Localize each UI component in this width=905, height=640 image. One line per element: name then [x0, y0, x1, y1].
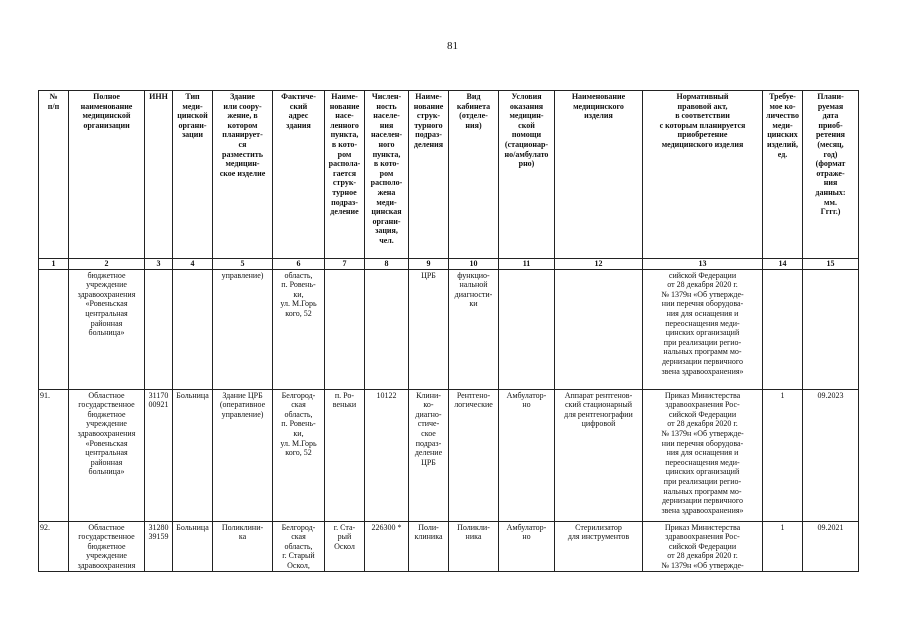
table-cell-col-1: 92. — [39, 521, 69, 571]
table-cell-col-3: 31170 00921 — [145, 389, 173, 521]
table-cell-col-13: Приказ Министерства здравоохранения Рос- сийской Федерации от 28 декабря 2020 г. № 1379н «Об утвержде- нии перечня оборудова- ния для оснащения и переоснащения меди- цинских организаций при реализации регио- нальных программ мо- дернизации первичного звена здравоохранения» — [643, 389, 763, 521]
column-number-5: 5 — [213, 259, 273, 270]
table-cell-col-12: Аппарат рентгенов- ский стационарный для рентгенографии цифровой — [555, 389, 643, 521]
column-number-4: 4 — [173, 259, 213, 270]
column-header-10: Вид кабинета (отделе- ния) — [449, 91, 499, 259]
column-header-8: Числен- ность населе- ния населен- ного пункта, в кото- ром располо- жена меди- цинская органи- зация, чел. — [365, 91, 409, 259]
table-cell-col-8: 10122 — [365, 389, 409, 521]
column-header-13: Нормативный правовой акт, в соответствии с которым планируется приобретение медицинского изделия — [643, 91, 763, 259]
table-cell-col-9: ЦРБ — [409, 269, 449, 389]
table-cell-col-9: Клини- ко- диагно- стиче- ское подраз- деление ЦРБ — [409, 389, 449, 521]
column-number-3: 3 — [145, 259, 173, 270]
table-cell-col-3 — [145, 269, 173, 389]
table-cell-col-10: Поликли- ника — [449, 521, 499, 571]
table-cell-col-2: Областное государственное бюджетное учреждение здравоохранения «Ровеньская центральная районная больница» — [69, 389, 145, 521]
table-cell-col-5: Поликлини- ка — [213, 521, 273, 571]
column-number-10: 10 — [449, 259, 499, 270]
equipment-table — [38, 90, 859, 572]
table-cell-col-15: 09.2023 — [803, 389, 859, 521]
column-header-12: Наименование медицинского изделия — [555, 91, 643, 259]
column-number-1: 1 — [39, 259, 69, 270]
column-number-9: 9 — [409, 259, 449, 270]
column-header-3: ИНН — [145, 91, 173, 259]
table-cell-col-13: Приказ Министерства здравоохранения Рос- сийской Федерации от 28 декабря 2020 г. № 1379н «Об утвержде- — [643, 521, 763, 571]
table-row — [39, 269, 859, 389]
table-cell-col-1 — [39, 269, 69, 389]
column-number-14: 14 — [763, 259, 803, 270]
table-cell-col-3: 31280 39159 — [145, 521, 173, 571]
column-number-12: 12 — [555, 259, 643, 270]
table-cell-col-9: Поли- клиника — [409, 521, 449, 571]
column-header-7: Наиме- нование насе- ленного пункта, в кото- ром располa- гается струк- турное подраз- деление — [325, 91, 365, 259]
table-cell-col-10: функцио- нальной диагности- ки — [449, 269, 499, 389]
table-cell-col-7: п. Ро- веньки — [325, 389, 365, 521]
table-cell-col-2: Областное государственное бюджетное учреждение здравоохранения — [69, 521, 145, 571]
table-cell-col-5: Здание ЦРБ (оперативное управление) — [213, 389, 273, 521]
table-row — [39, 389, 859, 521]
table-cell-col-8: 226300 * — [365, 521, 409, 571]
column-header-9: Наиме- нование струк- турного подраз- деления — [409, 91, 449, 259]
column-header-11: Условия оказания медицин- ской помощи (стационар- но/амбулато рно) — [499, 91, 555, 259]
header-row — [39, 91, 859, 259]
column-number-15: 15 — [803, 259, 859, 270]
table-cell-col-4: Больница — [173, 521, 213, 571]
table-cell-col-6: область, п. Ровень- ки, ул. М.Горь кого, 52 — [273, 269, 325, 389]
table-cell-col-5: управление) — [213, 269, 273, 389]
column-header-5: Здание или соору- жение, в котором планирует- ся разместить медицин- ское изделие — [213, 91, 273, 259]
column-number-2: 2 — [69, 259, 145, 270]
table-cell-col-12 — [555, 269, 643, 389]
table-cell-col-11: Амбулатор- но — [499, 521, 555, 571]
table-cell-col-1: 91. — [39, 389, 69, 521]
column-header-2: Полное наименование медицинской организации — [69, 91, 145, 259]
table-cell-col-13: сийской Федерации от 28 декабря 2020 г. № 1379н «Об утвержде- нии перечня оборудова- ния для оснащения и переоснащения меди- цинских организаций при реализации регио- нальных программ мо- дернизации первичного звена здравоохранения» — [643, 269, 763, 389]
table-cell-col-4 — [173, 269, 213, 389]
table-cell-col-6: Белгород- ская область, п. Ровень- ки, ул. М.Горь кого, 52 — [273, 389, 325, 521]
table-cell-col-6: Белгород- ская область, г. Старый Оскол, — [273, 521, 325, 571]
table-cell-col-11: Амбулатор- но — [499, 389, 555, 521]
table-cell-col-2: бюджетное учреждение здравоохранения «Ровеньская центральная районная больница» — [69, 269, 145, 389]
column-header-6: Фактиче- ский адрес здания — [273, 91, 325, 259]
table-cell-col-7 — [325, 269, 365, 389]
column-number-row — [39, 259, 859, 270]
column-number-11: 11 — [499, 259, 555, 270]
table-cell-col-14: 1 — [763, 521, 803, 571]
column-header-14: Требуе- мое ко- личество меди- цинских изделий, ед. — [763, 91, 803, 259]
table-cell-col-15 — [803, 269, 859, 389]
table-cell-col-15: 09.2021 — [803, 521, 859, 571]
table-cell-col-11 — [499, 269, 555, 389]
table-cell-col-7: г. Ста- рый Оскол — [325, 521, 365, 571]
column-header-4: Тип меди- цинской органи- зации — [173, 91, 213, 259]
equipment-table-container — [38, 90, 858, 572]
page-number: 81 — [447, 40, 458, 52]
table-cell-col-14: 1 — [763, 389, 803, 521]
table-cell-col-14 — [763, 269, 803, 389]
table-row — [39, 521, 859, 571]
column-number-8: 8 — [365, 259, 409, 270]
table-cell-col-8 — [365, 269, 409, 389]
table-cell-col-12: Стерилизатор для инструментов — [555, 521, 643, 571]
column-number-6: 6 — [273, 259, 325, 270]
table-cell-col-10: Рентгено- логические — [449, 389, 499, 521]
column-number-13: 13 — [643, 259, 763, 270]
table-cell-col-4: Больница — [173, 389, 213, 521]
column-header-1: № п/п — [39, 91, 69, 259]
column-number-7: 7 — [325, 259, 365, 270]
column-header-15: Плани- руемая дата приоб- ретения (месяц, год) (формат отраже- ния данных: мм. Гггг.) — [803, 91, 859, 259]
